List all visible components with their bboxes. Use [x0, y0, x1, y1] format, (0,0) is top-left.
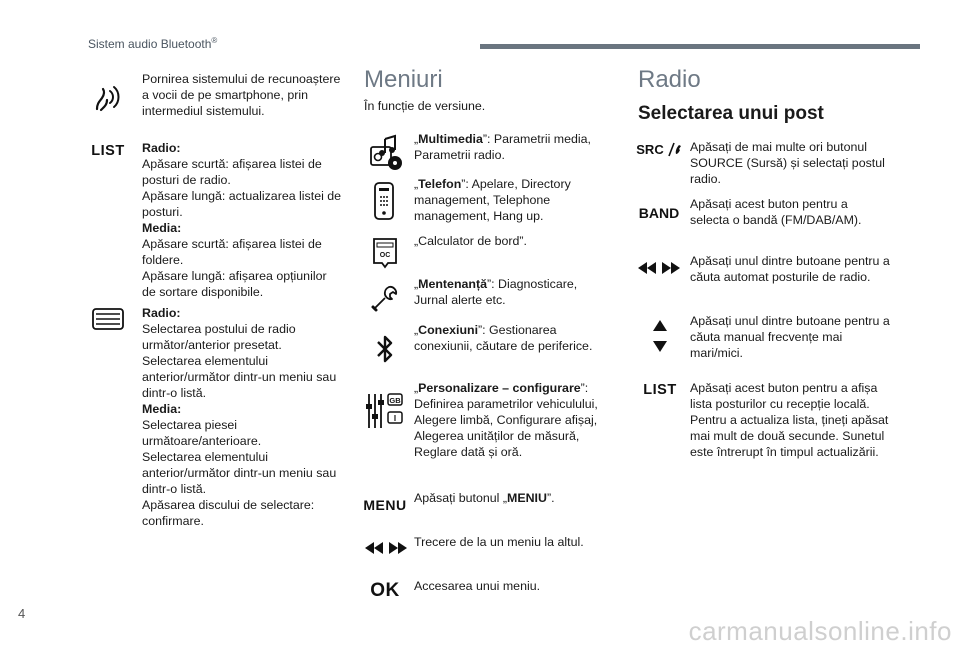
mentenanta-text: [414, 276, 614, 308]
voice-command-icon: [88, 80, 128, 116]
list-media-long: Apăsare lungă: afișarea opțiunilor de sortare disponibile.: [142, 269, 327, 299]
src-phone-key: [634, 140, 684, 158]
settings-sliders-icon: [364, 390, 406, 432]
quote-open: „: [414, 381, 419, 395]
ok-key-label: OK: [370, 580, 400, 601]
list-media-short: Apăsare scurtă: afișarea listei de foldere.: [142, 237, 322, 267]
list-text-right: Apăsați acest buton pentru a afișa lista posturilor cu recepție locală. Pentru a actualiza lista, țineți apăsat mai mult de două secunde. Sunetul este întrerupt în timpul actualizării.: [690, 381, 889, 459]
personalizare-name: Personalizare – configurare: [418, 381, 581, 395]
radio-subtitle: Selectarea unui post: [638, 103, 824, 124]
manual-text: Apăsați unul dintre butoane pentru a căuta manual frecvențe mai mari/mici.: [690, 314, 890, 360]
up-down-arrows-icon: [650, 318, 670, 354]
list-radio-short: Apăsare scurtă: afișarea listei de posturi de radio.: [142, 157, 322, 187]
menu-text: [414, 490, 614, 506]
header-title: Sistem audio Bluetooth: [88, 37, 212, 51]
bluetooth-icon: [372, 331, 398, 367]
phone-icon: [370, 180, 398, 222]
telefon-rest: ”: Apelare, Directory management, Telephone management, Hang up.: [414, 177, 571, 223]
watermark: carmanualsonline.info: [688, 616, 952, 646]
personalizare-text: [414, 380, 614, 460]
list-radio-title: Radio:: [142, 141, 181, 155]
list-media-title: Media:: [142, 221, 182, 235]
multimedia-icon: [365, 132, 407, 172]
personalizare-rest: ”: Definirea parametrilor vehiculului, Alegere limbă, Configurare afișaj, Alegerea unităților de măsură, Reglare dată și oră.: [414, 381, 598, 459]
seek-text: Apăsați unul dintre butoane pentru a căuta automat posturile de radio.: [690, 254, 890, 284]
seek-arrows-icon: [636, 260, 682, 276]
trip-computer-label: OC: [379, 252, 391, 259]
quote-open: „: [414, 323, 419, 337]
menu-pre: Apăsați butonul „: [414, 491, 507, 505]
band-key-label: BAND: [638, 205, 680, 221]
wheel-media-l2: Selectarea elementului anterior/următor dintr-un meniu sau dintr-o listă.: [142, 450, 337, 496]
calculator-text: „Calculator de bord”.: [414, 234, 527, 248]
quote-open: „: [414, 277, 419, 291]
wrench-icon: [368, 281, 402, 315]
page-number: 4: [18, 606, 26, 621]
ok-text: Accesarea unui meniu.: [414, 579, 541, 593]
list-description: [142, 140, 342, 300]
wheel-radio-l2: Selectarea elementului anterior/următor dintr-un meniu sau dintr-o listă.: [142, 354, 337, 400]
src-key-label: SRC: [636, 141, 664, 157]
voice-text: Pornirea sistemului de recunoaștere a vocii de pe smartphone, prin intermediul sistemului.: [142, 72, 341, 118]
menus-title: Meniuri: [364, 66, 443, 93]
conexiuni-text: [414, 322, 614, 354]
src-text: Apăsați de mai multe ori butonul SOURCE (Sursă) și selectați postul radio.: [690, 140, 885, 186]
band-text: Apăsați acest buton pentru a selecta o bandă (FM/DAB/AM).: [690, 197, 862, 227]
mentenanta-name: Mentenanță: [418, 277, 487, 291]
multimedia-text: [414, 131, 614, 163]
menu-key-label: MENU: [363, 497, 407, 513]
wheel-radio-title: Radio:: [142, 306, 181, 320]
left-right-arrows-icon: [364, 540, 408, 556]
list-radio-long: Apăsare lungă: actualizarea listei de posturi.: [142, 189, 342, 219]
multimedia-name: Multimedia: [418, 132, 483, 146]
multimedia-rest: ”: Parametrii media, Parametrii radio.: [414, 132, 591, 162]
quote-open: „: [414, 177, 419, 191]
list-key-label: LIST: [91, 143, 125, 159]
registered-mark: ®: [211, 36, 218, 45]
thumbwheel-icon: [90, 306, 126, 332]
trip-computer-icon: [367, 234, 403, 270]
mentenanta-rest: ”: Diagnosticare, Jurnal alerte etc.: [414, 277, 578, 307]
section-header: [88, 36, 217, 51]
wheel-radio-l1: Selectarea postului de radio următor/anterior presetat.: [142, 322, 296, 352]
slash-phone-icon: [666, 141, 682, 157]
arrows-text: Trecere de la un meniu la altul.: [414, 535, 584, 549]
menu-name: MENIU: [507, 491, 547, 505]
menus-intro: În funcție de versiune.: [364, 99, 486, 113]
telefon-text: [414, 176, 604, 224]
gb-label: GB: [389, 396, 401, 405]
thumbwheel-description: [142, 305, 342, 529]
list-key-label-right: LIST: [643, 382, 677, 398]
conexiuni-name: Conexiuni: [418, 323, 479, 337]
radio-title: Radio: [638, 66, 701, 93]
wheel-media-l3: Apăsarea discului de selectare: confirmare.: [142, 498, 315, 528]
telefon-name: Telefon: [418, 177, 462, 191]
quote-open: „: [414, 132, 419, 146]
menu-post: ”.: [546, 491, 555, 505]
wheel-media-title: Media:: [142, 402, 182, 416]
header-bar: [480, 44, 920, 49]
conexiuni-rest: ”: Gestionarea conexiunii, căutare de periferice.: [414, 323, 593, 353]
wheel-media-l1: Selectarea piesei următoare/anterioare.: [142, 418, 262, 448]
i-label: I: [393, 414, 397, 423]
